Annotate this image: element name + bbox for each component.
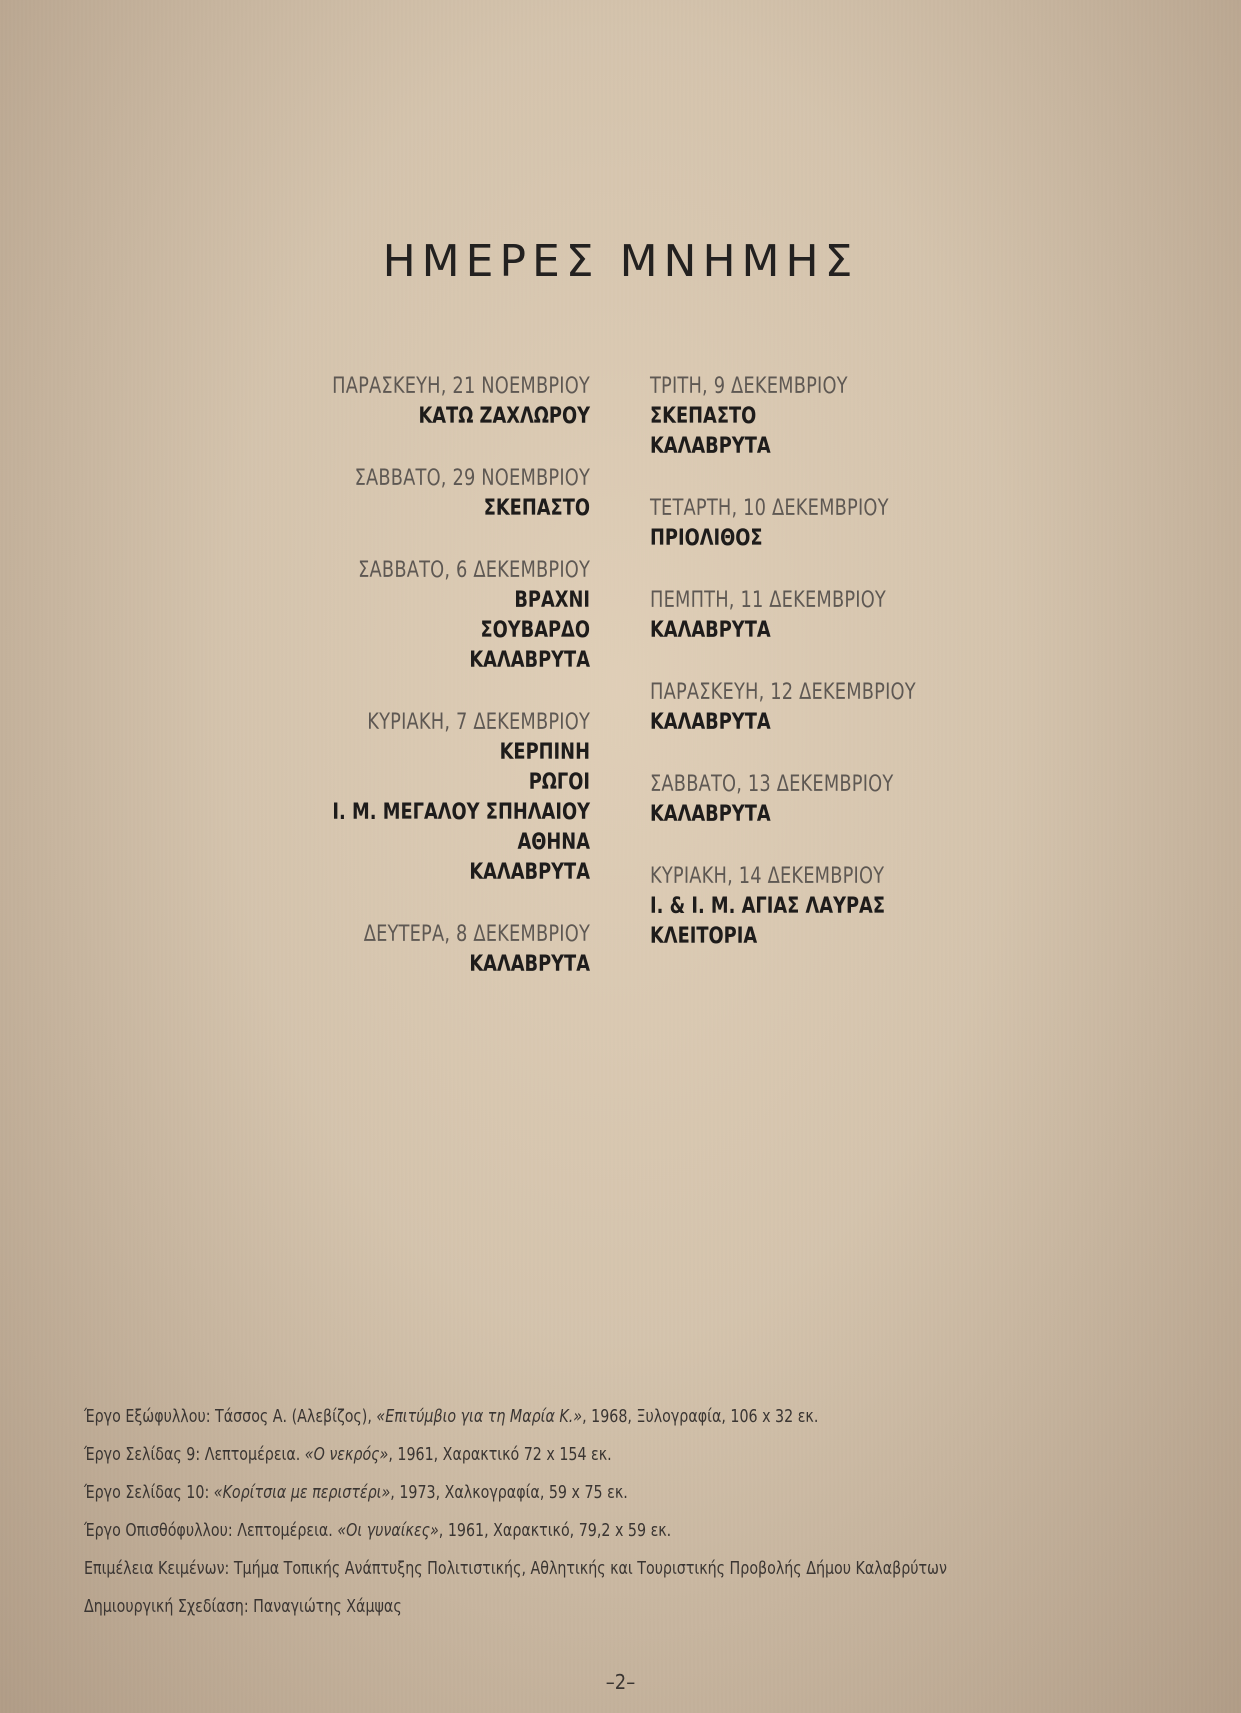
event-date: ΚΥΡΙΑΚΗ, 14 ΔΕΚΕΜΒΡΙΟΥ: [650, 864, 885, 889]
event-date: ΤΕΤΑΡΤΗ, 10 ΔΕΚΕΜΒΡΙΟΥ: [650, 496, 889, 521]
event-place: ΚΑΤΩ ΖΑΧΛΩΡΟΥ: [418, 404, 590, 429]
event-place: ΚΑΛΑΒΡΥΤΑ: [650, 802, 771, 827]
event-entry: [650, 770, 1080, 830]
event-place: ΚΑΛΑΒΡΥΤΑ: [469, 860, 590, 885]
event-place: ΣΚΕΠΑΣΤΟ: [650, 404, 757, 429]
credit-details: , 1961, Χαρακτικό 72 x 154 εκ.: [388, 1444, 612, 1465]
credit-line: [84, 1588, 1052, 1626]
event-date: ΤΡΙΤΗ, 9 ΔΕΚΕΜΒΡΙΟΥ: [650, 374, 848, 399]
event-place: ΚΑΛΑΒΡΥΤΑ: [469, 952, 590, 977]
credit-text: Δημιουργική Σχεδίαση: Παναγιώτης Χάμψας: [84, 1596, 402, 1617]
event-place: ΒΡΑΧΝΙ: [514, 588, 590, 613]
event-entry: [160, 556, 590, 676]
schedule-left-column: [160, 372, 590, 1012]
event-entry: [650, 862, 1080, 952]
credit-details: , 1961, Χαρακτικό, 79,2 x 59 εκ.: [438, 1520, 672, 1541]
event-place: ΣΚΕΠΑΣΤΟ: [483, 496, 590, 521]
event-date: ΣΑΒΒΑΤΟ, 29 ΝΟΕΜΒΡΙΟΥ: [354, 466, 590, 491]
schedule-right-column: [650, 372, 1080, 984]
event-place: ΚΑΛΑΒΡΥΤΑ: [650, 710, 771, 735]
event-date: ΣΑΒΒΑΤΟ, 13 ΔΕΚΕΜΒΡΙΟΥ: [650, 772, 894, 797]
credit-text: Έργο Οπισθόφυλλου: Λεπτομέρεια.: [84, 1520, 338, 1541]
event-place: ΚΑΛΑΒΡΥΤΑ: [469, 648, 590, 673]
page-title: ΗΜΕΡΕΣ ΜΝΗΜΗΣ: [382, 236, 859, 287]
event-date: ΠΑΡΑΣΚΕΥΗ, 21 ΝΟΕΜΒΡΙΟΥ: [332, 374, 590, 399]
artwork-title: «Οι γυναίκες»: [337, 1520, 439, 1541]
event-entry: [650, 678, 1080, 738]
event-date: ΠΑΡΑΣΚΕΥΗ, 12 ΔΕΚΕΜΒΡΙΟΥ: [650, 680, 916, 705]
credit-line: [84, 1474, 1052, 1512]
event-place: Ι. Μ. ΜΕΓΑΛΟΥ ΣΠΗΛΑΙΟΥ: [332, 800, 590, 825]
credit-line: [84, 1436, 1052, 1474]
credit-text: Έργο Εξώφυλλου: Τάσσος Α. (Αλεβίζος),: [84, 1406, 377, 1427]
event-entry: [650, 372, 1080, 462]
event-entry: [650, 586, 1080, 646]
credit-line: [84, 1512, 1052, 1550]
event-place: Ι. & Ι. Μ. ΑΓΙΑΣ ΛΑΥΡΑΣ: [650, 894, 886, 919]
event-entry: [160, 464, 590, 524]
event-entry: [160, 920, 590, 980]
artwork-title: «Κορίτσια με περιστέρι»: [213, 1482, 391, 1503]
event-date: ΔΕΥΤΕΡΑ, 8 ΔΕΚΕΜΒΡΙΟΥ: [363, 922, 590, 947]
page-number: –2–: [605, 1670, 636, 1694]
credit-line: [84, 1550, 1052, 1588]
event-entry: [650, 494, 1080, 554]
credits-block: [84, 1398, 1184, 1626]
event-place: ΚΑΛΑΒΡΥΤΑ: [650, 434, 771, 459]
event-place: ΚΛΕΙΤΟΡΙΑ: [650, 924, 758, 949]
event-entry: [160, 708, 590, 888]
event-date: ΠΕΜΠΤΗ, 11 ΔΕΚΕΜΒΡΙΟΥ: [650, 588, 886, 613]
credit-text: Έργο Σελίδας 9: Λεπτομέρεια.: [84, 1444, 305, 1465]
credit-details: , 1968, Ξυλογραφία, 106 x 32 εκ.: [582, 1406, 819, 1427]
credit-text: Έργο Σελίδας 10:: [84, 1482, 214, 1503]
event-date: ΣΑΒΒΑΤΟ, 6 ΔΕΚΕΜΒΡΙΟΥ: [358, 558, 590, 583]
event-date: ΚΥΡΙΑΚΗ, 7 ΔΕΚΕΜΒΡΙΟΥ: [367, 710, 590, 735]
credit-details: , 1973, Χαλκογραφία, 59 x 75 εκ.: [390, 1482, 628, 1503]
artwork-title: «Ο νεκρός»: [304, 1444, 389, 1465]
event-entry: [160, 372, 590, 432]
event-place: ΚΑΛΑΒΡΥΤΑ: [650, 618, 771, 643]
artwork-title: «Επιτύμβιο για τη Μαρία Κ.»: [376, 1406, 583, 1427]
event-place: ΣΟΥΒΑΡΔΟ: [480, 618, 590, 643]
event-place: ΚΕΡΠΙΝΗ: [499, 740, 590, 765]
credit-text: Επιμέλεια Κειμένων: Τμήμα Τοπικής Ανάπτυξης Πολιτιστικής, Αθλητικής και Τουριστικής Προβολής Δήμου Καλαβρύτων: [84, 1558, 947, 1579]
credit-line: [84, 1398, 1052, 1436]
event-place: ΠΡΙΟΛΙΘΟΣ: [650, 526, 763, 551]
event-place: ΑΘΗΝΑ: [517, 830, 590, 855]
event-place: ΡΩΓΟΙ: [528, 770, 590, 795]
